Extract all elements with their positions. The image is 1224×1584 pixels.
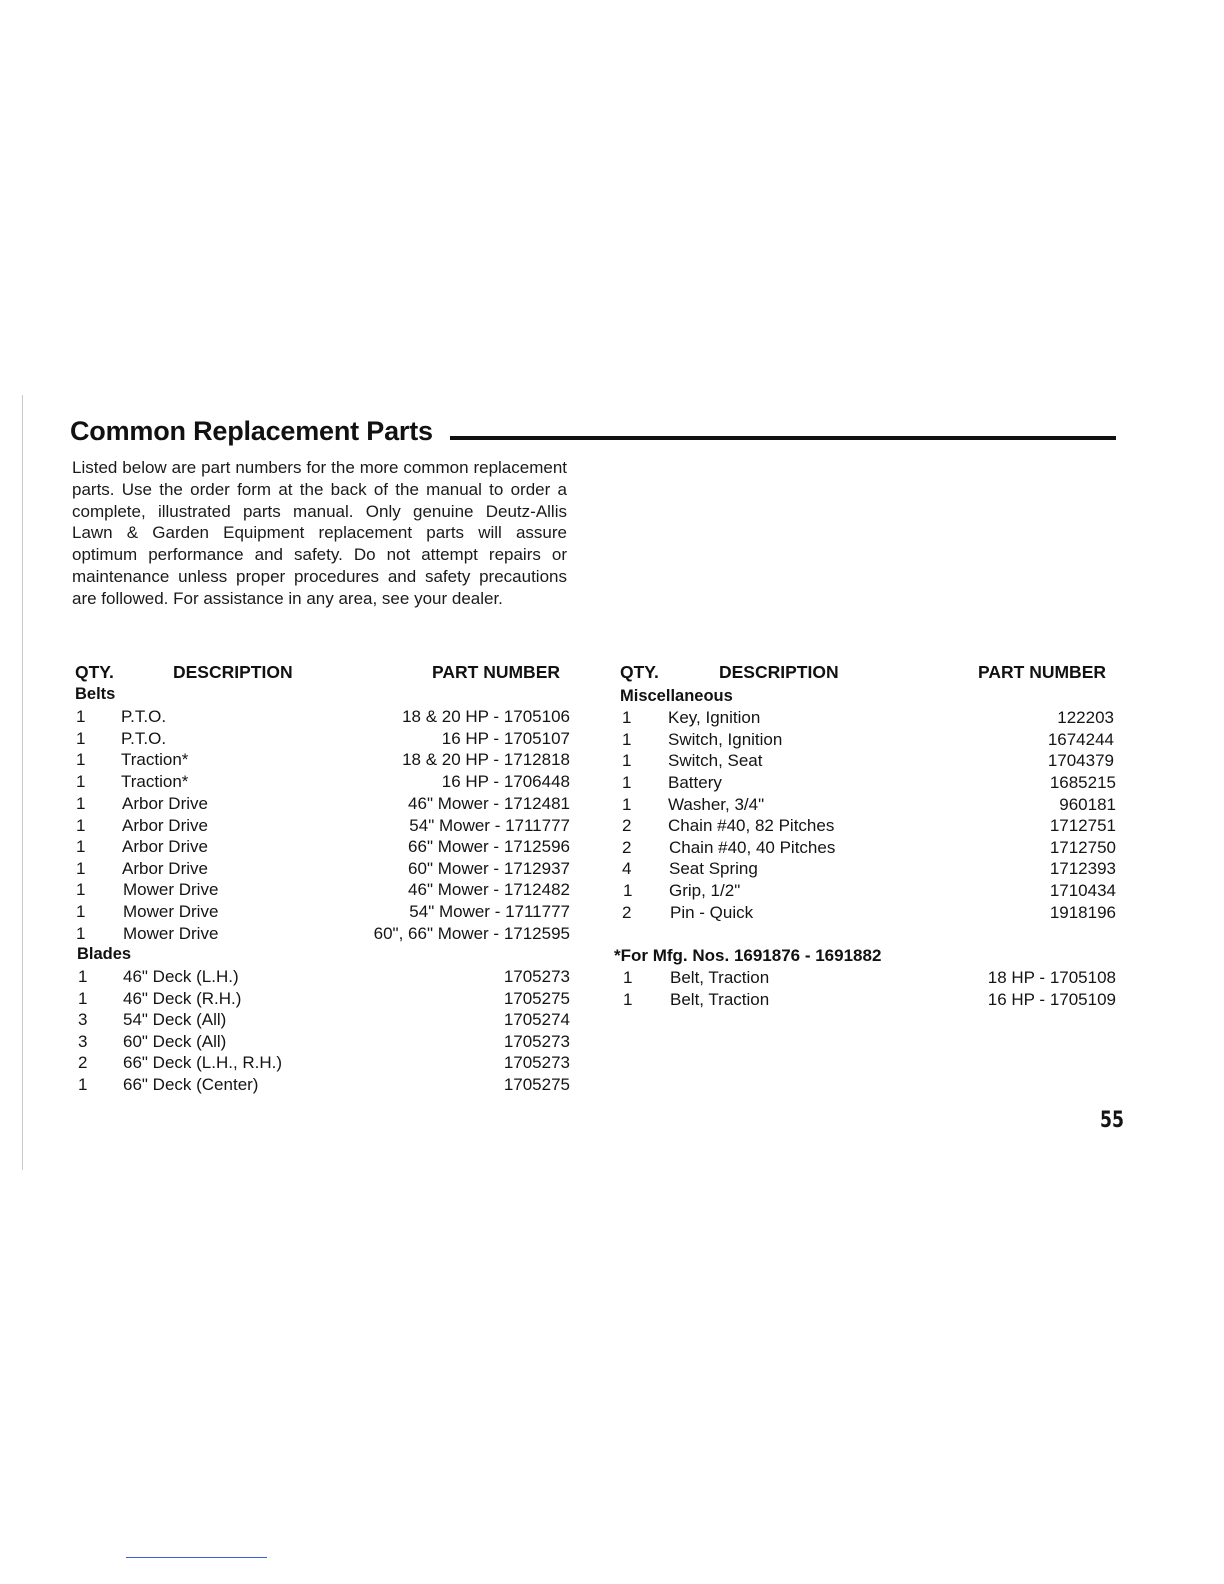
right-header-part-number: PART NUMBER <box>978 662 1107 682</box>
part-number-cell: 1712393 <box>1049 859 1116 878</box>
part-number-cell: 1674244 <box>1047 730 1114 749</box>
left-header-description: DESCRIPTION <box>173 662 293 682</box>
description-cell: 66" Deck (Center) <box>123 1075 259 1094</box>
qty-cell: 1 <box>76 772 86 791</box>
table-row <box>76 793 570 815</box>
description-cell: 46" Deck (L.H.) <box>123 967 239 986</box>
part-number-cell: 46" Mower - 1712482 <box>408 880 570 899</box>
description-cell: Washer, 3/4" <box>668 795 765 814</box>
title-rule <box>450 436 1116 440</box>
part-number-cell: 122203 <box>1057 708 1114 727</box>
part-number-cell: 1705275 <box>503 1075 570 1094</box>
qty-cell: 3 <box>78 1010 88 1029</box>
description-cell: Arbor Drive <box>122 794 208 813</box>
description-cell: Belt, Traction <box>670 968 770 987</box>
intro-paragraph: Listed below are part numbers for the more common replacement parts. Use the order form at the back of the manual to order a complete, illustrated parts manual. Only genuine Deutz-Allis Lawn & Garden Equipment replacement parts will assure optimum performance and safety. Do not attempt repairs or maintenance unless proper procedures and safety precautions are followed. For assistance in any area, see your dealer. <box>72 458 567 608</box>
part-number-cell: 1685215 <box>1049 773 1116 792</box>
table-row <box>620 815 1116 837</box>
qty-cell: 2 <box>622 816 632 835</box>
left-header-part-number: PART NUMBER <box>432 662 561 682</box>
part-number-cell: 16 HP - 1706448 <box>441 772 570 791</box>
part-number-cell: 1705273 <box>503 1053 570 1072</box>
part-number-cell: 960181 <box>1059 795 1116 814</box>
table-row <box>76 771 570 793</box>
table-row <box>620 750 1116 772</box>
qty-cell: 1 <box>76 750 86 769</box>
table-row <box>620 707 1116 729</box>
section-blades: Blades <box>77 945 132 963</box>
part-number-cell: 60" Mower - 1712937 <box>408 859 570 878</box>
description-cell: Traction* <box>121 772 189 791</box>
qty-cell: 1 <box>76 880 86 899</box>
qty-cell: 1 <box>76 816 86 835</box>
table-row <box>76 815 570 837</box>
right-header-qty: QTY. <box>620 662 659 682</box>
part-number-cell: 1705275 <box>503 989 570 1008</box>
description-cell: Arbor Drive <box>122 816 208 835</box>
section-belts: Belts <box>75 685 116 703</box>
part-number-cell: 16 HP - 1705107 <box>441 729 570 748</box>
qty-cell: 1 <box>623 990 633 1009</box>
description-cell: 60" Deck (All) <box>123 1032 227 1051</box>
part-number-cell: 46" Mower - 1712481 <box>408 794 570 813</box>
page-title: Common Replacement Parts <box>70 416 433 446</box>
qty-cell: 2 <box>622 838 632 857</box>
table-row <box>78 1031 570 1053</box>
table-row <box>78 988 570 1010</box>
description-cell: Mower Drive <box>123 924 219 943</box>
description-cell: Chain #40, 82 Pitches <box>668 816 835 835</box>
table-row <box>76 836 570 858</box>
part-number-cell: 60", 66" Mower - 1712595 <box>373 924 570 943</box>
section-mfg-note: *For Mfg. Nos. 1691876 - 1691882 <box>614 946 882 965</box>
description-cell: Key, Ignition <box>668 708 761 727</box>
qty-cell: 1 <box>78 967 88 986</box>
part-number-cell: 54" Mower - 1711777 <box>409 902 570 921</box>
bottom-link-underline <box>126 1557 267 1558</box>
description-cell: Grip, 1/2" <box>669 881 741 900</box>
qty-cell: 1 <box>76 924 86 943</box>
part-number-cell: 1712750 <box>1049 838 1116 857</box>
part-number-cell: 1918196 <box>1049 903 1116 922</box>
description-cell: 46" Deck (R.H.) <box>123 989 242 1008</box>
qty-cell: 1 <box>78 1075 88 1094</box>
part-number-cell: 18 HP - 1705108 <box>987 968 1116 987</box>
qty-cell: 1 <box>622 730 632 749</box>
table-row <box>620 902 1116 924</box>
part-number-cell: 18 & 20 HP - 1712818 <box>402 750 570 769</box>
table-row <box>620 729 1116 751</box>
qty-cell: 1 <box>76 837 86 856</box>
qty-cell: 2 <box>78 1053 88 1072</box>
part-number-cell: 18 & 20 HP - 1705106 <box>402 707 570 726</box>
left-header-qty: QTY. <box>75 662 114 682</box>
qty-cell: 1 <box>623 968 633 987</box>
description-cell: P.T.O. <box>121 729 167 748</box>
part-number-cell: 54" Mower - 1711777 <box>409 816 570 835</box>
description-cell: Battery <box>668 773 722 792</box>
part-number-cell: 1705274 <box>503 1010 570 1029</box>
table-row <box>78 1074 570 1096</box>
table-row <box>620 880 1116 902</box>
section-miscellaneous: Miscellaneous <box>620 687 733 705</box>
part-number-cell: 1705273 <box>503 1032 570 1051</box>
table-row <box>620 858 1116 880</box>
qty-cell: 2 <box>622 903 632 922</box>
description-cell: Chain #40, 40 Pitches <box>669 838 836 857</box>
description-cell: Pin - Quick <box>670 903 754 922</box>
qty-cell: 1 <box>622 773 632 792</box>
table-row <box>78 1009 570 1031</box>
description-cell: Mower Drive <box>123 880 219 899</box>
table-row <box>620 967 1116 989</box>
qty-cell: 1 <box>76 707 86 726</box>
qty-cell: 1 <box>622 751 632 770</box>
description-cell: Arbor Drive <box>122 837 208 856</box>
qty-cell: 1 <box>622 795 632 814</box>
table-row <box>620 772 1116 794</box>
part-number-cell: 1705273 <box>503 967 570 986</box>
table-row <box>76 901 570 923</box>
description-cell: P.T.O. <box>121 707 167 726</box>
table-row <box>76 749 570 771</box>
table-row <box>78 966 570 988</box>
description-cell: 66" Deck (L.H., R.H.) <box>123 1053 283 1072</box>
qty-cell: 1 <box>76 902 86 921</box>
description-cell: Arbor Drive <box>122 859 208 878</box>
part-number-cell: 1704379 <box>1047 751 1114 770</box>
table-row <box>620 989 1116 1011</box>
qty-cell: 4 <box>622 859 632 878</box>
qty-cell: 1 <box>76 729 86 748</box>
description-cell: Mower Drive <box>123 902 219 921</box>
qty-cell: 3 <box>78 1032 88 1051</box>
qty-cell: 1 <box>623 881 633 900</box>
scan-margin-line <box>22 395 23 1170</box>
table-row <box>76 728 570 750</box>
description-cell: Belt, Traction <box>670 990 770 1009</box>
qty-cell: 1 <box>622 708 632 727</box>
table-row <box>620 794 1116 816</box>
description-cell: 54" Deck (All) <box>123 1010 227 1029</box>
part-number-cell: 16 HP - 1705109 <box>987 990 1116 1009</box>
qty-cell: 1 <box>78 989 88 1008</box>
table-row <box>76 923 570 945</box>
page-number: 55 <box>1100 1108 1124 1133</box>
table-row <box>76 706 570 728</box>
part-number-cell: 66" Mower - 1712596 <box>408 837 570 856</box>
description-cell: Switch, Ignition <box>668 730 783 749</box>
qty-cell: 1 <box>76 794 86 813</box>
description-cell: Switch, Seat <box>668 751 763 770</box>
part-number-cell: 1712751 <box>1049 816 1116 835</box>
description-cell: Seat Spring <box>669 859 758 878</box>
table-row <box>620 837 1116 859</box>
qty-cell: 1 <box>76 859 86 878</box>
part-number-cell: 1710434 <box>1049 881 1116 900</box>
right-header-description: DESCRIPTION <box>719 662 839 682</box>
table-row <box>76 858 570 880</box>
table-row <box>78 1052 570 1074</box>
description-cell: Traction* <box>121 750 189 769</box>
table-row <box>76 879 570 901</box>
